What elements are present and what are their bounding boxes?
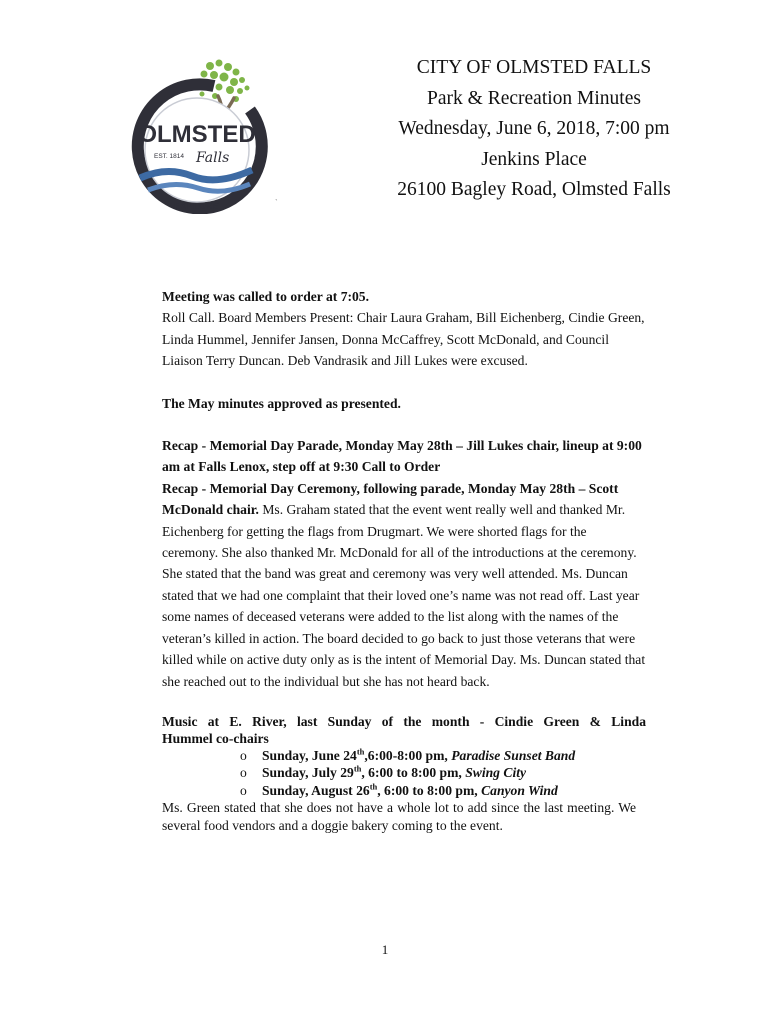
document-title: Park & Recreation Minutes	[427, 87, 641, 109]
event-date: Sunday, August 26	[262, 782, 370, 798]
list-item	[240, 764, 646, 782]
logo-tagline: EXPLORE	[174, 202, 220, 211]
logo-main-text: OLMSTED	[138, 121, 256, 148]
music-note-paragraph: Ms. Green stated that she does not have a whole lot to add since the last meeting. We several food vendors and a doggie bakery coming to the event.	[162, 800, 636, 833]
logo-est-text: EST. 1814	[154, 153, 184, 160]
event-band: Canyon Wind	[481, 782, 558, 798]
city-logo	[122, 58, 272, 214]
list-item	[240, 782, 646, 800]
roll-call-paragraph: Roll Call. Board Members Present: Chair Laura Graham, Bill Eichenberg, Cindie Green, Linda Hummel, Jennifer Jansen, Donna McCaffrey, Scott McDonald, and Council Liaison Terry Duncan. Deb Vandrasik and Jill Lukes were excused.	[162, 310, 645, 369]
bullet-marker: o	[240, 747, 247, 763]
stray-mark: `	[275, 198, 278, 207]
date-suffix: th	[353, 763, 362, 774]
list-item	[240, 747, 646, 765]
logo-script-text: Falls	[196, 150, 230, 166]
event-time: ,6:00-8:00 pm,	[364, 747, 452, 763]
event-date: Sunday, June 24	[262, 747, 357, 763]
music-event-list	[162, 747, 646, 800]
event-band: Paradise Sunset Band	[451, 747, 576, 763]
recap-ceremony-text: Ms. Graham stated that the event went really well and thanked Mr. Eichenberg for getting the flags from Drugmart. We were shorted flags for the ceremony. She also thanked Mr. McDonald for all of the introductions at the ceremony. She stated that the band was great and ceremony was very well attended. Ms. Duncan stated that we had one complaint that their loved one’s name was not read off. Last year some names of deceased veterans were added to the list along with the names of the veteran’s killed in action. The board decided to go back to just those veterans that were killed while on active duty only as is the intent of Memorial Day. Ms. Duncan stated that she reached out to the individual but she has not heard back.	[162, 502, 646, 689]
bullet-marker: o	[240, 765, 247, 781]
date-suffix: th	[356, 746, 365, 757]
minutes-approved: The May minutes approved as presented.	[162, 395, 401, 411]
date-suffix: th	[369, 781, 378, 792]
page-number: 1	[381, 942, 389, 957]
olmsted-falls-logo-graphic	[122, 58, 272, 214]
meeting-venue: Jenkins Place	[481, 148, 587, 170]
event-time: , 6:00 to 8:00 pm,	[377, 782, 482, 798]
call-to-order: Meeting was called to order at 7:05.	[162, 289, 370, 304]
event-date: Sunday, July 29	[262, 765, 354, 781]
minutes-body	[162, 286, 646, 834]
city-name: CITY OF OLMSTED FALLS	[416, 57, 652, 78]
document-header	[350, 53, 718, 206]
event-band: Swing City	[465, 765, 527, 781]
music-heading-line1: Music at E. River, last Sunday of the month - Cindie Green & Linda	[162, 713, 646, 729]
event-time: , 6:00 to 8:00 pm,	[361, 765, 466, 781]
meeting-date: Wednesday, June 6, 2018, 7:00 pm	[398, 118, 670, 139]
music-heading-line2: Hummel co-chairs	[162, 730, 269, 746]
recap-parade-heading: Recap - Memorial Day Parade, Monday May 28th – Jill Lukes chair, lineup at 9:00 am at Falls Lenox, step off at 9:30 Call to Order	[162, 438, 642, 475]
bullet-marker: o	[240, 782, 247, 798]
meeting-address: 26100 Bagley Road, Olmsted Falls	[397, 179, 671, 200]
recap-ceremony-heading: Recap - Memorial Day Ceremony, following parade, Monday May 28th – Scott McDonald chair.	[162, 480, 619, 518]
recap-ceremony-paragraph	[162, 478, 646, 692]
